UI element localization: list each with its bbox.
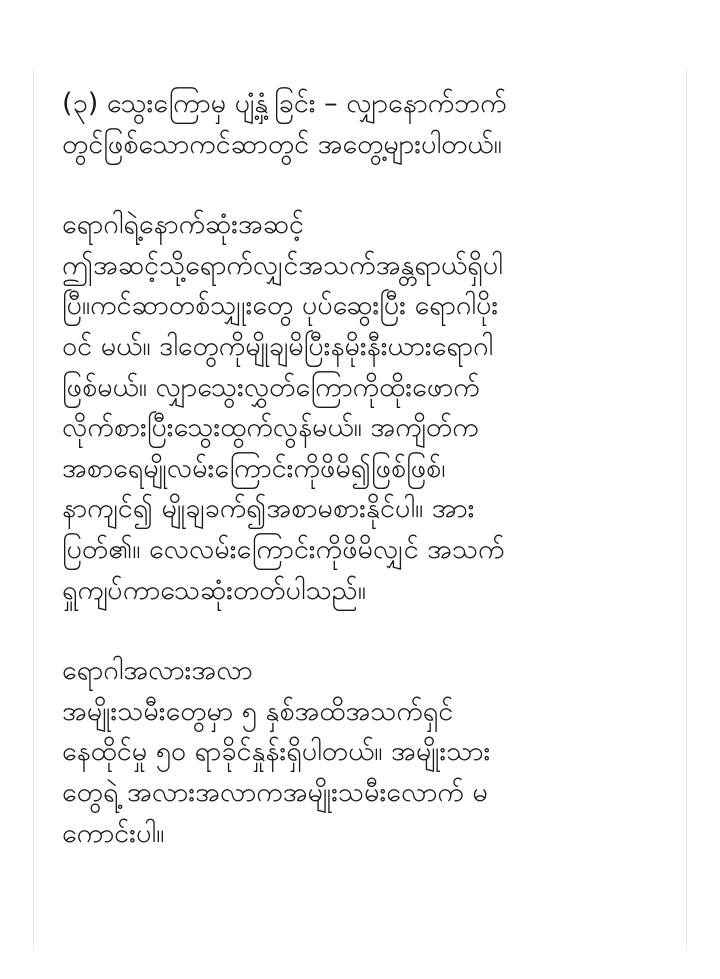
paragraph-final-stage bbox=[62, 205, 672, 611]
text-line: ပြတ်၏။ လေလမ်းကြောင်းကိုဖိမိလျှင် အသက် bbox=[62, 533, 505, 565]
text-line: နေထိုင်မှု ၅၀ ရာခိုင်နှုန်းရှိပါတယ်။ အမျိုးသား bbox=[62, 736, 491, 768]
text-line: ဤအဆင့်သို့ရောက်လျှင်အသက်အန္တရာယ်ရှိပါ bbox=[62, 249, 503, 281]
paragraph-prognosis bbox=[62, 651, 672, 854]
text-line: နာကျင်၍ မျိုချခက်၍အစာမစားနိုင်ပါ။ အား bbox=[62, 493, 475, 525]
section-heading: ရောဂါရဲ့နောက်ဆုံးအဆင့် bbox=[62, 209, 304, 241]
paragraph-spread-through-blood-vessels bbox=[62, 84, 672, 165]
text-line: အမျိုးသမီးတွေမှာ ၅ နှစ်အထိအသက်ရှင် bbox=[62, 695, 454, 727]
text-line: လိုက်စားပြီးသွေးထွက်လွန်မယ်။ အကျိတ်က bbox=[62, 412, 479, 444]
document-body bbox=[62, 84, 672, 854]
text-line: အစာရေမျိုလမ်းကြောင်းကိုဖိမိ၍ဖြစ်ဖြစ်၊ bbox=[62, 452, 446, 484]
page-right-border bbox=[686, 70, 687, 950]
text-line: ဖြစ်မယ်။ လျှာသွေးလွှတ်ကြောကိုထိုးဖောက် bbox=[62, 371, 480, 403]
paragraph-gap bbox=[62, 165, 672, 205]
text-line: ကောင်းပါ။ bbox=[62, 817, 165, 849]
text-line: တွင်ဖြစ်သောကင်ဆာတွင် အတွေ့များပါတယ်။ bbox=[62, 128, 502, 160]
text-line: ရှူကျပ်ကာသေဆုံးတတ်ပါသည်။ bbox=[62, 574, 366, 606]
paragraph-gap bbox=[62, 611, 672, 651]
text-line: ပြီ။ကင်ဆာတစ်သျှုးတွေ ပုပ်ဆွေးပြီး ရောဂါပိုး bbox=[62, 290, 499, 322]
text-line: တွေရဲ့ အလားအလာကအမျိုးသမီးလောက် မ bbox=[62, 776, 488, 808]
text-line: (၃) သွေးကြောမှ ပျံ့နှံ့ခြင်း – လျှာနောက်ဘက် bbox=[62, 88, 507, 119]
page-left-border bbox=[33, 70, 34, 950]
section-heading: ရောဂါအလားအလာ bbox=[62, 655, 253, 687]
text-line: ဝင် မယ်။ ဒါတွေကိုမျိုချမိပြီးနမိုးနီးယားရောဂါ bbox=[62, 330, 494, 362]
